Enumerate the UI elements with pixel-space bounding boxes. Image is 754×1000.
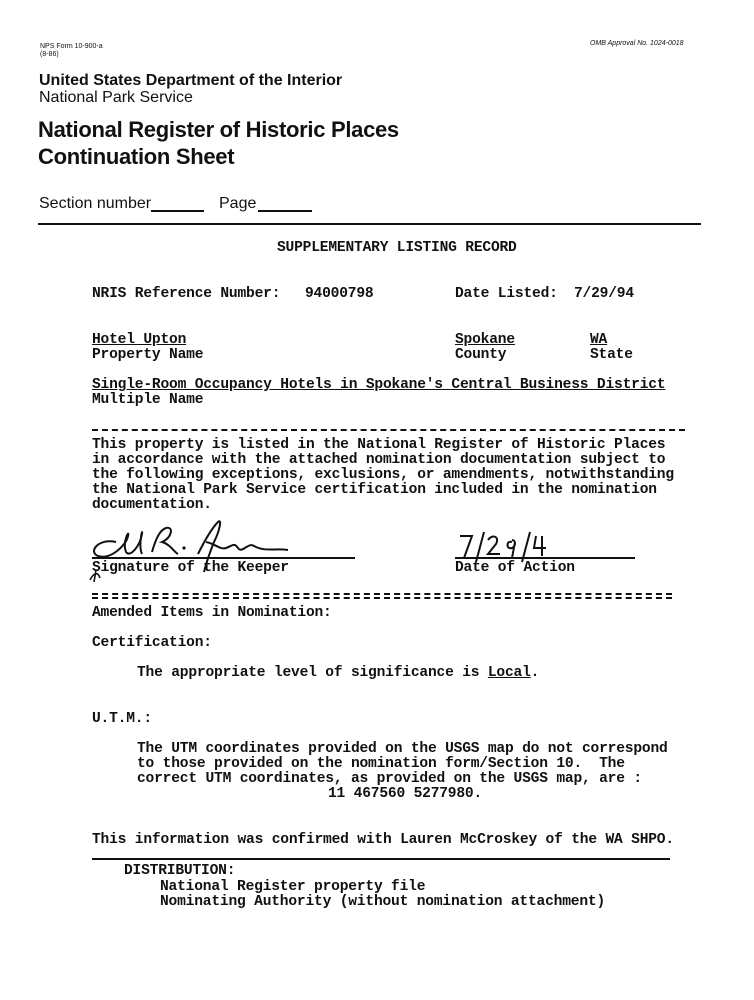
state-value: WA <box>590 332 608 348</box>
agency-name: National Park Service <box>39 89 193 106</box>
omb-approval: OMB Approval No. 1024-0018 <box>590 40 684 47</box>
nris-label: NRIS Reference Number: <box>92 286 281 302</box>
form-number: NPS Form 10-900-a <box>40 43 103 50</box>
certification-text-suffix: . <box>530 665 540 681</box>
page-subtitle: Continuation Sheet <box>38 144 235 169</box>
signature-line <box>92 557 355 559</box>
certification-text <box>137 665 539 681</box>
record-heading: SUPPLEMENTARY LISTING RECORD <box>277 240 517 256</box>
distribution-item: National Register property file <box>160 879 426 895</box>
certification-text-prefix: The appropriate level of significance is <box>137 665 488 681</box>
statement-line: documentation. <box>92 497 212 513</box>
page-title: National Register of Historic Places <box>38 117 399 142</box>
county-value: Spokane <box>455 332 515 348</box>
action-date-line <box>455 557 635 559</box>
date-listed-label: Date Listed: <box>455 286 558 302</box>
utm-text-line: The UTM coordinates provided on the USGS map do not correspond <box>137 741 668 757</box>
certification-label: Certification: <box>92 635 212 651</box>
header-rule <box>38 223 701 225</box>
multiple-name-label: Multiple Name <box>92 392 204 408</box>
signature-label: Signature of the Keeper <box>92 560 289 576</box>
section-number-field <box>151 210 204 212</box>
multiple-name-value: Single-Room Occupancy Hotels in Spokane's Central Business District <box>92 377 666 393</box>
page-field <box>258 210 312 212</box>
page-label: Page <box>219 195 257 212</box>
statement-line: the following exceptions, exclusions, or amendments, notwithstanding <box>92 467 674 483</box>
utm-coordinates: 11 467560 5277980. <box>328 786 483 802</box>
utm-label: U.T.M.: <box>92 711 152 727</box>
county-label: County <box>455 347 507 363</box>
dashed-divider <box>92 429 685 431</box>
distribution-item: Nominating Authority (without nomination attachment) <box>160 894 605 910</box>
statement-line: the National Park Service certification included in the nomination <box>92 482 657 498</box>
utm-text-line: to those provided on the nomination form/Section 10. The <box>137 756 625 772</box>
department-name: United States Department of the Interior <box>39 72 343 89</box>
amended-items-heading: Amended Items in Nomination: <box>92 605 332 621</box>
utm-text-line: correct UTM coordinates, as provided on the USGS map, are : <box>137 771 642 787</box>
action-date-label: Date of Action <box>455 560 575 576</box>
section-number-label: Section number <box>39 195 152 212</box>
state-label: State <box>590 347 633 363</box>
statement-line: in accordance with the attached nomination documentation subject to <box>92 452 666 468</box>
form-revision: (8-86) <box>40 51 59 58</box>
distribution-heading: DISTRIBUTION: <box>124 863 236 879</box>
property-name-value: Hotel Upton <box>92 332 187 348</box>
significance-level: Local <box>487 665 531 681</box>
statement-line: This property is listed in the National Register of Historic Places <box>92 437 666 453</box>
distribution-rule <box>92 858 670 860</box>
confirmation-text: This information was confirmed with Lauren McCroskey of the WA SHPO. <box>92 832 674 848</box>
double-divider <box>92 593 672 599</box>
nris-value: 94000798 <box>305 286 374 302</box>
property-name-label: Property Name <box>92 347 204 363</box>
date-listed-value: 7/29/94 <box>574 286 634 302</box>
